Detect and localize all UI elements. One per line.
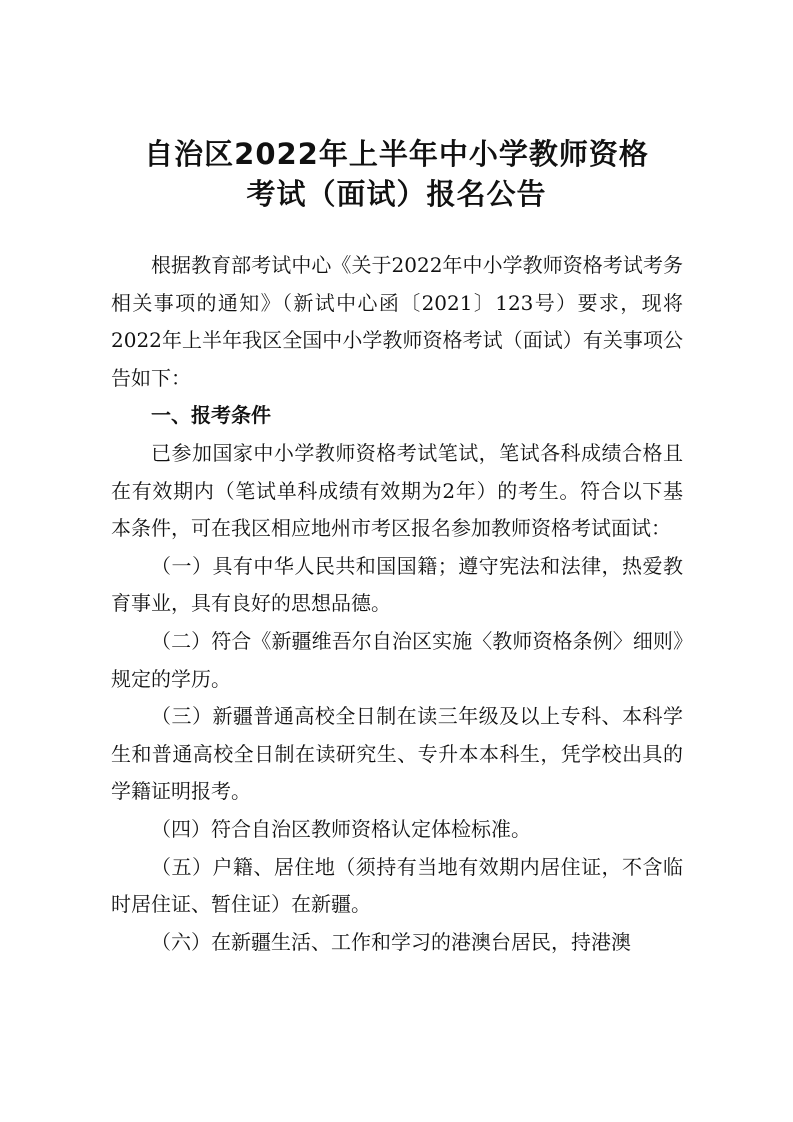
document-title-line-2: 考试（面试）报名公告	[246, 177, 547, 211]
condition-4: （四）符合自治区教师资格认定体检标准。	[151, 816, 531, 841]
condition-3: （三）新疆普通高校全日制在读三年级及以上专科、本科学生和普通高校全日制在读研究生、专升本本科生，凭学校出具的学籍证明报考。	[111, 704, 683, 804]
condition-1: （一）具有中华人民共和国国籍；遵守宪法和法律，热爱教育事业，具有良好的思想品德。	[111, 553, 683, 616]
intro-paragraph: 根据教育部考试中心《关于2022年中小学教师资格考试考务相关事项的通知》（新试中心函〔2021〕123号）要求，现将2022年上半年我区全国中小学教师资格考试（面试）有关事项公告如下：	[111, 253, 683, 390]
condition-6: （六）在新疆生活、工作和学习的港澳台居民，持港澳	[151, 929, 631, 954]
eligibility-paragraph: 已参加国家中小学教师资格考试笔试，笔试各科成绩合格且在有效期内（笔试单科成绩有效期为2年）的考生。符合以下基本条件，可在我区相应地州市考区报名参加教师资格考试面试：	[111, 440, 683, 541]
document-title-line-1: 自治区2022年上半年中小学教师资格	[144, 137, 649, 171]
condition-2: （二）符合《新疆维吾尔自治区实施〈教师资格条例〉细则》规定的学历。	[111, 628, 683, 691]
condition-5: （五）户籍、居住地（须持有当地有效期内居住证，不含临时居住证、暂住证）在新疆。	[111, 854, 683, 917]
document-body	[111, 247, 683, 961]
section-heading: 一、报考条件	[151, 403, 271, 428]
